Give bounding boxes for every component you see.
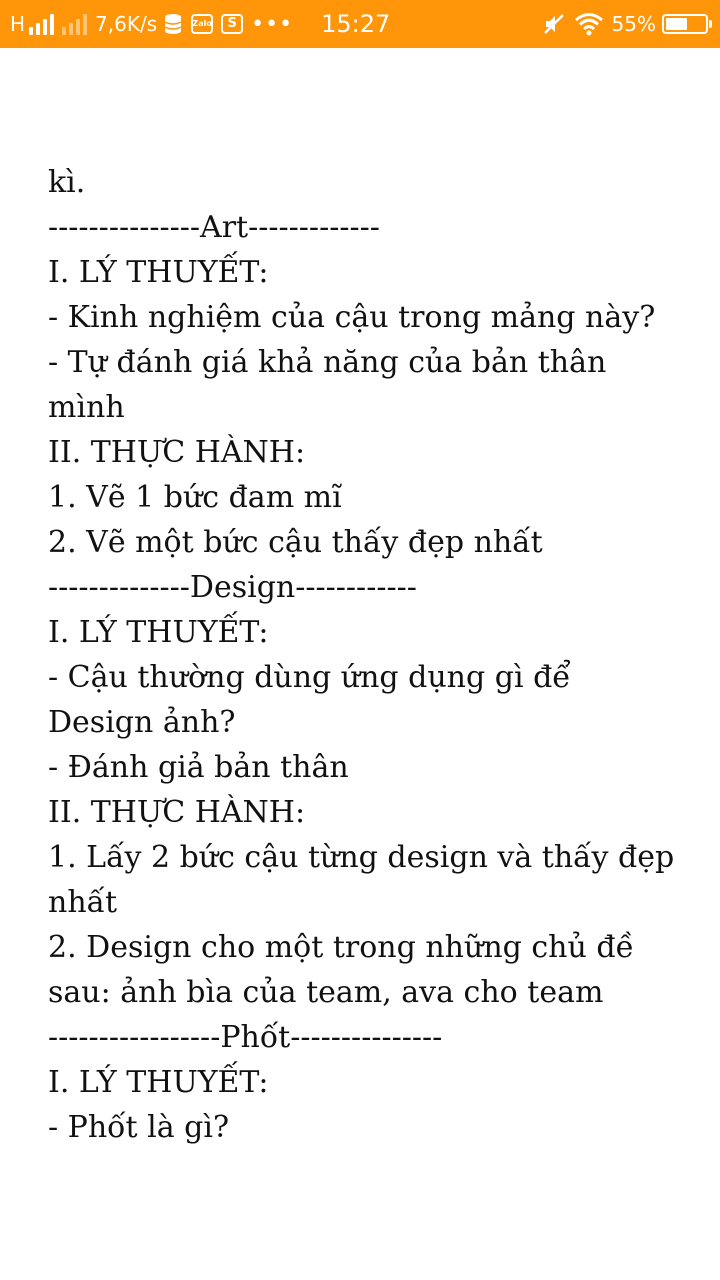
zalo-icon: Zalo <box>191 14 213 34</box>
document-line: sau: ảnh bìa của team, ava cho team <box>48 975 604 1010</box>
document-line: 1. Lấy 2 bức cậu từng design và thấy đẹp <box>48 840 675 875</box>
document-line: --------------Design------------ <box>48 570 417 605</box>
document-line: kì. <box>48 165 86 200</box>
battery-icon <box>662 14 708 34</box>
status-bar-left <box>10 10 390 38</box>
signal-icon-2 <box>62 13 87 35</box>
document-line: I. LÝ THUYẾT: <box>48 255 269 290</box>
battery-percent: 55% <box>611 12 656 36</box>
document-line: I. LÝ THUYẾT: <box>48 615 269 650</box>
s-app-icon: S <box>221 14 243 34</box>
document-content <box>48 160 688 1150</box>
document-line: - Đánh giả bản thân <box>48 750 349 785</box>
document-line: II. THỰC HÀNH: <box>48 435 306 470</box>
network-speed: 7,6K/s <box>95 12 158 36</box>
document-line: - Cậu thường dùng ứng dụng gì để <box>48 660 571 695</box>
document-line: - Kinh nghiệm của cậu trong mảng này? <box>48 300 656 335</box>
document-line: nhất <box>48 885 118 920</box>
document-line: mình <box>48 390 125 425</box>
document-line: II. THỰC HÀNH: <box>48 795 306 830</box>
signal-icon <box>29 13 54 35</box>
more-icon: ••• <box>251 11 294 37</box>
wifi-icon <box>574 12 604 36</box>
document-line: - Tự đánh giá khả năng của bản thân <box>48 345 607 380</box>
clock: 15:27 <box>321 10 391 38</box>
battery-fill <box>666 18 687 30</box>
document-line: 1. Vẽ 1 bức đam mĩ <box>48 480 342 515</box>
document-line: 2. Design cho một trong những chủ đề <box>48 930 635 965</box>
database-icon <box>163 13 183 35</box>
document-line: -----------------Phốt--------------- <box>48 1020 443 1055</box>
mute-icon <box>542 12 566 36</box>
status-bar-right <box>542 12 708 36</box>
document-line: ---------------Art------------- <box>48 210 380 245</box>
document-line: I. LÝ THUYẾT: <box>48 1065 269 1100</box>
document-line: - Phốt là gì? <box>48 1110 230 1145</box>
status-bar <box>0 0 720 48</box>
document-line: Design ảnh? <box>48 705 236 740</box>
document-line: 2. Vẽ một bức cậu thấy đẹp nhất <box>48 525 543 560</box>
network-type-label: H <box>10 12 26 36</box>
